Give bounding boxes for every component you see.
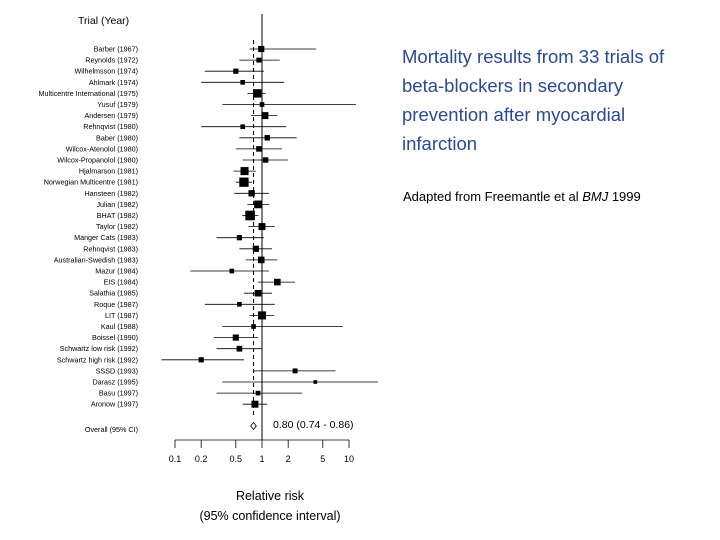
point-estimate xyxy=(253,89,261,97)
point-estimate xyxy=(293,368,298,373)
trial-label: Basu (1997) xyxy=(98,388,138,398)
source-credit xyxy=(403,189,713,204)
point-estimate xyxy=(256,391,261,396)
slide-title: Mortality results from 33 trials of beta-blockers in secondary prevention after myocardial infarction xyxy=(402,46,665,154)
point-estimate xyxy=(261,112,268,119)
point-estimate xyxy=(256,58,261,63)
point-estimate xyxy=(251,401,258,408)
x-axis-label xyxy=(180,486,360,526)
x-tick-label: 2 xyxy=(285,454,291,464)
point-estimate xyxy=(240,124,245,129)
point-estimate xyxy=(256,146,261,151)
trial-label: Boissel (1990) xyxy=(92,333,138,343)
overall-estimate-text: 0.80 (0.74 - 0.86) xyxy=(273,419,354,431)
point-estimate xyxy=(237,235,242,240)
trial-label: Hansteen (1982) xyxy=(84,188,138,198)
point-estimate xyxy=(259,223,266,230)
point-estimate xyxy=(230,269,235,274)
overall-label: Overall (95% CI) xyxy=(84,425,138,434)
trial-label: EIS (1984) xyxy=(103,277,138,287)
point-estimate xyxy=(233,69,238,74)
point-estimate xyxy=(240,80,245,85)
point-estimate xyxy=(248,190,254,196)
trial-label: Baber (1980) xyxy=(96,133,138,143)
trial-label: Reynolds (1972) xyxy=(85,55,138,65)
trial-label: Wilcox-Atenolol (1980) xyxy=(65,144,138,154)
x-axis-label-line1: Relative risk xyxy=(235,489,305,503)
trial-label: Wilcox-Propanolol (1980) xyxy=(57,155,138,165)
point-estimate xyxy=(265,135,270,140)
credit-journal: BMJ xyxy=(582,189,609,204)
point-estimate xyxy=(253,246,259,252)
trial-label: Manger Cats (1983) xyxy=(74,233,138,243)
x-tick-label: 0.1 xyxy=(168,454,182,464)
trial-label: Mazur (1984) xyxy=(95,266,138,276)
trial-label: Rehnqvist (1980) xyxy=(83,122,138,132)
trial-label: Andersen (1979) xyxy=(84,111,138,121)
point-estimate xyxy=(274,279,281,286)
trial-label: Kaul (1988) xyxy=(100,322,138,331)
point-estimate xyxy=(260,102,265,107)
x-tick-label: 0.2 xyxy=(194,454,208,464)
trial-label: Taylor (1982) xyxy=(96,222,138,232)
trial-label: LIT (1987) xyxy=(104,310,138,320)
x-tick-label: 0.5 xyxy=(229,454,243,464)
point-estimate xyxy=(233,335,239,341)
point-estimate xyxy=(251,324,256,329)
trial-label: Barber (1967) xyxy=(93,44,138,54)
point-estimate xyxy=(241,167,249,175)
trial-label: Yusuf (1979) xyxy=(97,100,138,109)
column-header: Trial (Year) xyxy=(78,15,130,27)
point-estimate xyxy=(239,178,248,187)
trial-label: Wilhelmsson (1974) xyxy=(74,66,138,76)
point-estimate xyxy=(263,157,268,162)
point-estimate xyxy=(255,290,262,297)
trial-label: Australian-Swedish (1983) xyxy=(53,255,138,265)
trial-label: Julian (1982) xyxy=(96,199,138,209)
x-tick-label: 10 xyxy=(343,454,355,464)
point-estimate xyxy=(258,257,265,264)
point-estimate xyxy=(258,311,266,319)
trial-label: Salathia (1985) xyxy=(89,288,138,298)
point-estimate xyxy=(254,201,262,209)
trial-label: Multicentre International (1975) xyxy=(38,88,138,98)
point-estimate xyxy=(245,211,255,221)
trial-label: Schwartz low risk (1992) xyxy=(59,344,138,354)
trial-label: Rehnqvist (1983) xyxy=(83,244,138,254)
credit-year: 1999 xyxy=(608,189,641,204)
credit-prefix: Adapted from Freemantle et al xyxy=(403,189,583,204)
trial-label: SSSD (1993) xyxy=(95,366,138,376)
trial-labels xyxy=(39,45,138,409)
point-estimate xyxy=(237,346,243,352)
x-tick-label: 5 xyxy=(320,454,326,464)
x-axis-label-line2: (95% confidence interval) xyxy=(199,509,341,523)
point-estimate xyxy=(313,380,317,384)
trial-label: Aronow (1997) xyxy=(90,399,138,409)
trial-label: Ahlmark (1974) xyxy=(88,77,138,87)
trial-label: Hjalmarson (1981) xyxy=(78,166,138,176)
x-axis xyxy=(169,440,354,464)
trial-label: Darasz (1995) xyxy=(92,377,138,387)
trial-estimates xyxy=(162,46,378,430)
overall-diamond xyxy=(251,423,257,430)
point-estimate xyxy=(237,302,242,307)
trial-label: Roque (1987) xyxy=(94,299,138,309)
point-estimate xyxy=(199,357,204,362)
x-tick-label: 1 xyxy=(259,454,265,464)
trial-label: Schwartz high risk (1992) xyxy=(56,355,138,365)
trial-label: BHAT (1982) xyxy=(96,211,138,220)
trial-label: Norwegian Multicentre (1981) xyxy=(43,177,138,187)
point-estimate xyxy=(258,46,264,52)
